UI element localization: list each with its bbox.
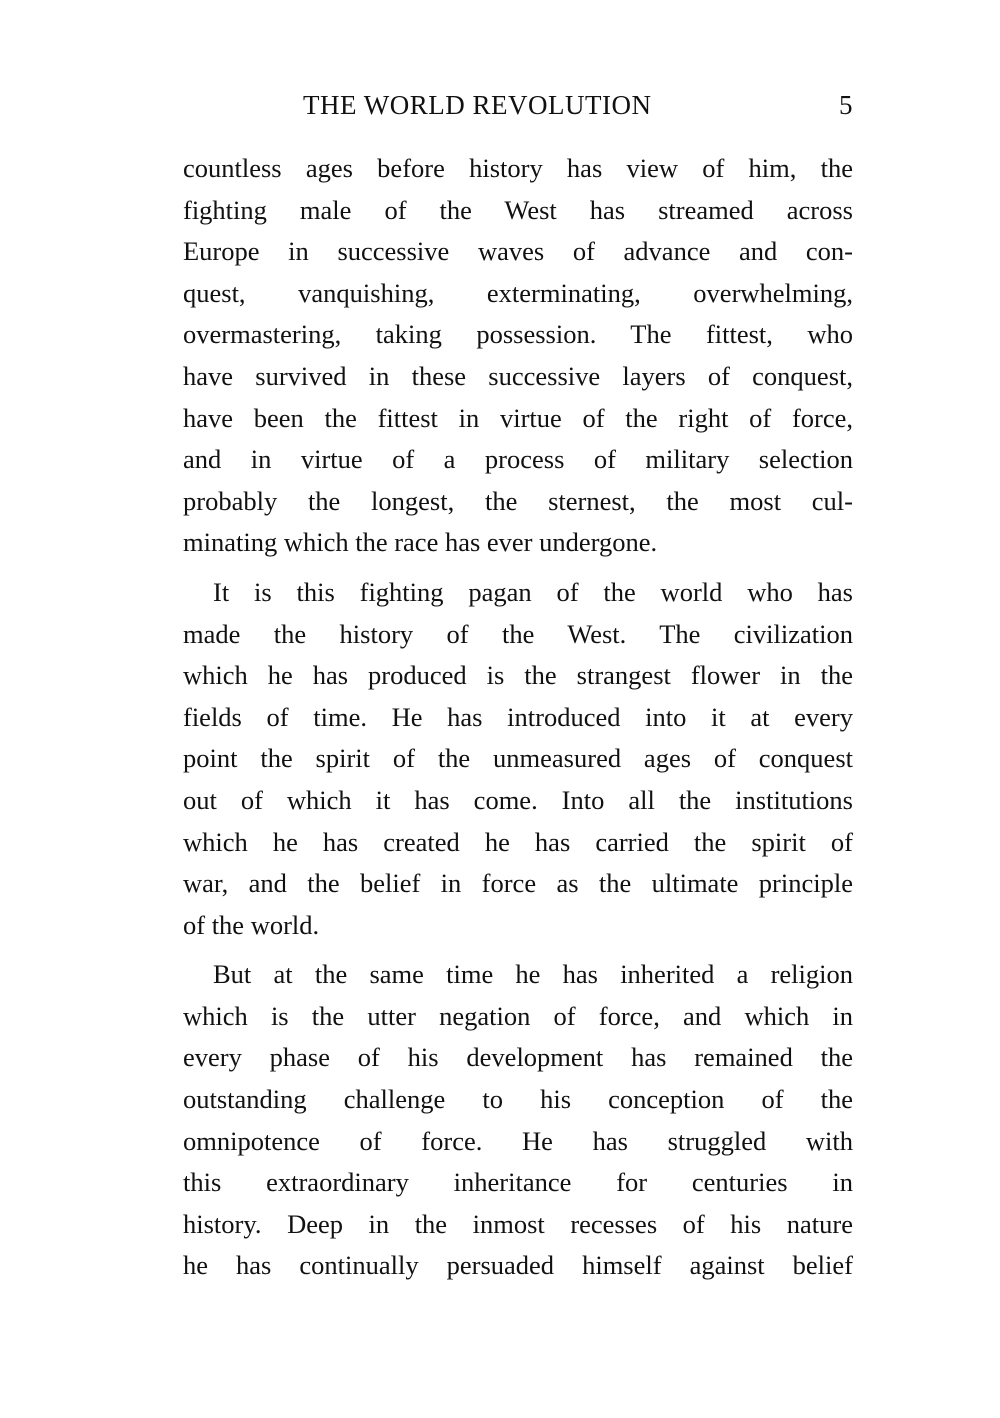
text-line: war, and the belief in force as the ultimate principle	[183, 868, 853, 899]
running-head	[183, 88, 853, 128]
text-line: he has continually persuaded himself against belief	[183, 1250, 853, 1281]
text-line: which he has created he has carried the spirit of	[183, 826, 853, 857]
text-line: But at the same time he has inherited a religion	[213, 959, 853, 990]
text-line: outstanding challenge to his conception of the	[183, 1084, 853, 1115]
book-page	[183, 88, 853, 1295]
text-line: countless ages before history has view of him, the	[183, 153, 853, 183]
text-line: of the world.	[183, 909, 320, 940]
running-title: THE WORLD REVOLUTION	[303, 90, 652, 120]
text-line: which he has produced is the strangest flower in the	[183, 660, 853, 691]
text-line: fields of time. He has introduced into it at every	[183, 701, 853, 732]
text-line: have been the fittest in virtue of the right of force,	[183, 402, 853, 433]
text-line: probably the longest, the sternest, the most cul-	[183, 485, 853, 516]
text-line: have survived in these successive layers of conquest,	[183, 360, 853, 391]
text-line: out of which it has come. Into all the institutions	[183, 784, 853, 815]
text-line: which is the utter negation of force, and which in	[183, 1000, 853, 1031]
text-line: and in virtue of a process of military selection	[183, 444, 853, 475]
page-number: 5	[839, 90, 853, 120]
paragraph-3	[183, 954, 853, 1287]
text-line: history. Deep in the inmost recesses of his nature	[183, 1208, 853, 1239]
text-line: made the history of the West. The civilization	[183, 618, 853, 649]
text-line: minating which the race has ever undergone.	[183, 527, 658, 558]
paragraph-1	[183, 148, 853, 564]
text-line: overmastering, taking possession. The fittest, who	[183, 319, 853, 350]
paragraph-2	[183, 572, 853, 946]
text-line: this extraordinary inheritance for centuries in	[183, 1167, 853, 1198]
text-line: It is this fighting pagan of the world who has	[213, 576, 853, 607]
text-line: Europe in successive waves of advance and con-	[183, 236, 853, 267]
text-line: omnipotence of force. He has struggled with	[183, 1125, 853, 1156]
text-line: every phase of his development has remained the	[183, 1042, 853, 1073]
text-line: point the spirit of the unmeasured ages of conquest	[183, 743, 853, 774]
text-line: fighting male of the West has streamed across	[183, 194, 853, 225]
body-text	[183, 148, 853, 1287]
text-line: quest, vanquishing, exterminating, overwhelming,	[183, 277, 853, 308]
